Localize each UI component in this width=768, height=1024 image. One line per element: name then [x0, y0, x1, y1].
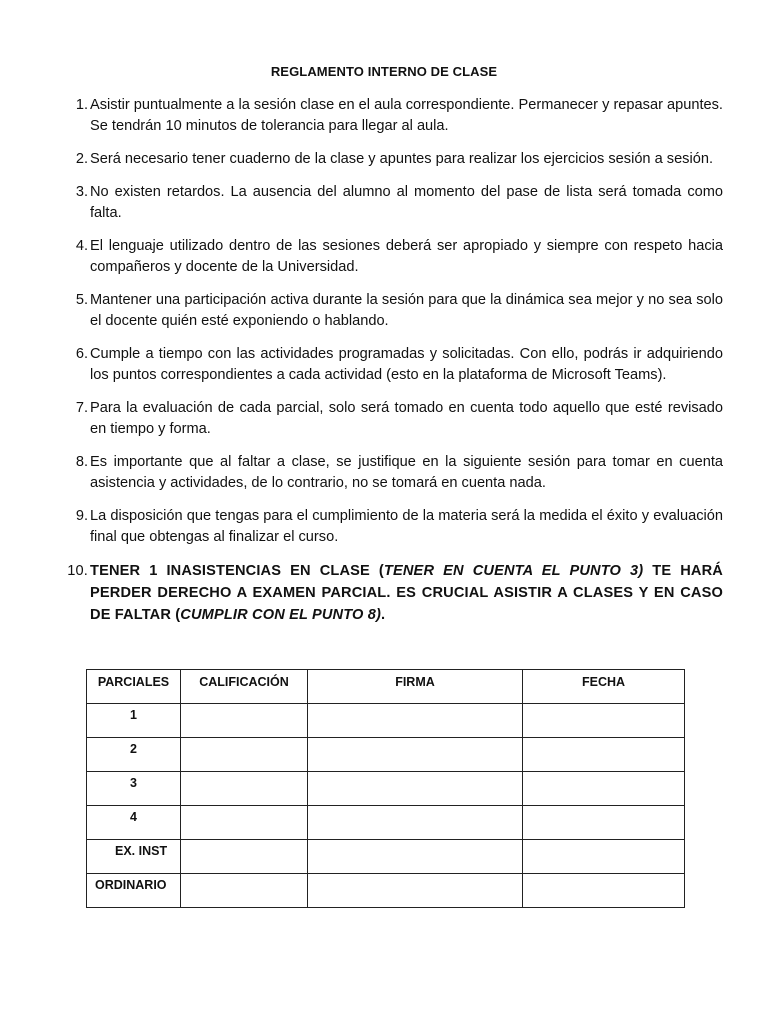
rule-text-part: .	[381, 607, 386, 623]
calificacion-cell[interactable]	[181, 772, 308, 806]
firma-cell[interactable]	[308, 806, 523, 840]
rule-text-part: TENER 1 INASISTENCIAS EN CLASE (	[90, 563, 384, 579]
fecha-cell[interactable]	[523, 806, 685, 840]
rule-item-6	[75, 344, 723, 386]
rule-item-9	[75, 506, 723, 548]
calificacion-cell[interactable]	[181, 806, 308, 840]
rule-text: Cumple a tiempo con las actividades programadas y solicitadas. Con ello, podrás ir adquiriendo los puntos correspondientes a cada actividad (esto en la plataforma de Microsoft Teams).	[90, 346, 723, 383]
row-label: 2	[87, 738, 181, 772]
rule-item-5	[75, 290, 723, 332]
firma-cell[interactable]	[308, 738, 523, 772]
rule-number: 3.	[75, 184, 88, 200]
calificacion-cell[interactable]	[181, 874, 308, 908]
table-row	[87, 738, 685, 772]
calificacion-cell[interactable]	[181, 704, 308, 738]
column-header-calificacion: CALIFICACIÓN	[181, 670, 308, 704]
rule-text: La disposición que tengas para el cumplimiento de la materia será la medida el éxito y evaluación final que obtengas al finalizar el curso.	[90, 508, 723, 545]
rule-item-8	[75, 452, 723, 494]
fecha-cell[interactable]	[523, 704, 685, 738]
rule-item-7	[75, 398, 723, 440]
rule-number: 9.	[75, 508, 88, 524]
row-label: EX. INST	[87, 840, 181, 874]
document-title: REGLAMENTO INTERNO DE CLASE	[270, 64, 498, 79]
rules-list	[0, 95, 768, 638]
rule-item-1	[75, 95, 723, 137]
rule-text-emphasis: CUMPLIR CON EL PUNTO 8)	[180, 607, 382, 623]
firma-cell[interactable]	[308, 840, 523, 874]
rule-text: Mantener una participación activa durante la sesión para que la dinámica sea mejor y no sea solo el docente quién esté exponiendo o hablando.	[90, 292, 723, 329]
rule-number: 1.	[75, 97, 88, 113]
rule-text: Para la evaluación de cada parcial, solo será tomado en cuenta todo aquello que esté revisado en tiempo y forma.	[90, 400, 723, 437]
rule-text-emphasis: TENER EN CUENTA EL PUNTO 3)	[383, 563, 644, 579]
firma-cell[interactable]	[308, 704, 523, 738]
table-row	[87, 874, 685, 908]
table-row	[87, 840, 685, 874]
rule-number: 5.	[75, 292, 88, 308]
table-header-row	[87, 670, 685, 704]
row-label: 4	[87, 806, 181, 840]
rule-text: Será necesario tener cuaderno de la clase y apuntes para realizar los ejercicios sesión a sesión.	[90, 151, 714, 167]
rule-item-3	[75, 182, 723, 224]
table-row	[87, 806, 685, 840]
table-row	[87, 704, 685, 738]
rule-text: Asistir puntualmente a la sesión clase en el aula correspondiente. Permanecer y repasar apuntes. Se tendrán 10 minutos de tolerancia para llegar al aula.	[90, 97, 723, 134]
rule-number: 4.	[75, 238, 88, 254]
rule-text: No existen retardos. La ausencia del alumno al momento del pase de lista será tomada como falta.	[90, 184, 723, 221]
rule-item-4	[75, 236, 723, 278]
row-label: ORDINARIO	[87, 874, 181, 908]
rule-item-10	[67, 560, 723, 626]
fecha-cell[interactable]	[523, 874, 685, 908]
column-header-parciales: PARCIALES	[87, 670, 181, 704]
calificacion-cell[interactable]	[181, 840, 308, 874]
firma-cell[interactable]	[308, 874, 523, 908]
rule-item-2	[75, 149, 723, 170]
rule-number: 10.	[67, 563, 88, 579]
row-label: 1	[87, 704, 181, 738]
rule-text-part: TE HARÁ PERDER DERECHO A EXAMEN PARCIAL. ES CRUCIAL ASISTIR A CLASES Y EN CASO DE FALTAR (	[90, 563, 723, 623]
fecha-cell[interactable]	[523, 738, 685, 772]
row-label: 3	[87, 772, 181, 806]
rule-text: El lenguaje utilizado dentro de las sesiones deberá ser apropiado y siempre con respeto hacia compañeros y docente de la Universidad.	[90, 238, 723, 275]
rule-number: 8.	[75, 454, 88, 470]
rule-number: 6.	[75, 346, 88, 362]
calificacion-cell[interactable]	[181, 738, 308, 772]
firma-cell[interactable]	[308, 772, 523, 806]
rule-number: 2.	[75, 151, 88, 167]
table-row	[87, 772, 685, 806]
rule-number: 7.	[75, 400, 88, 416]
column-header-fecha: FECHA	[523, 670, 685, 704]
fecha-cell[interactable]	[523, 840, 685, 874]
column-header-firma: FIRMA	[308, 670, 523, 704]
rule-text: Es importante que al faltar a clase, se justifique en la siguiente sesión para tomar en cuenta asistencia y actividades, de lo contrario, no se tomará en cuenta nada.	[90, 454, 723, 491]
grades-table	[86, 669, 685, 908]
fecha-cell[interactable]	[523, 772, 685, 806]
